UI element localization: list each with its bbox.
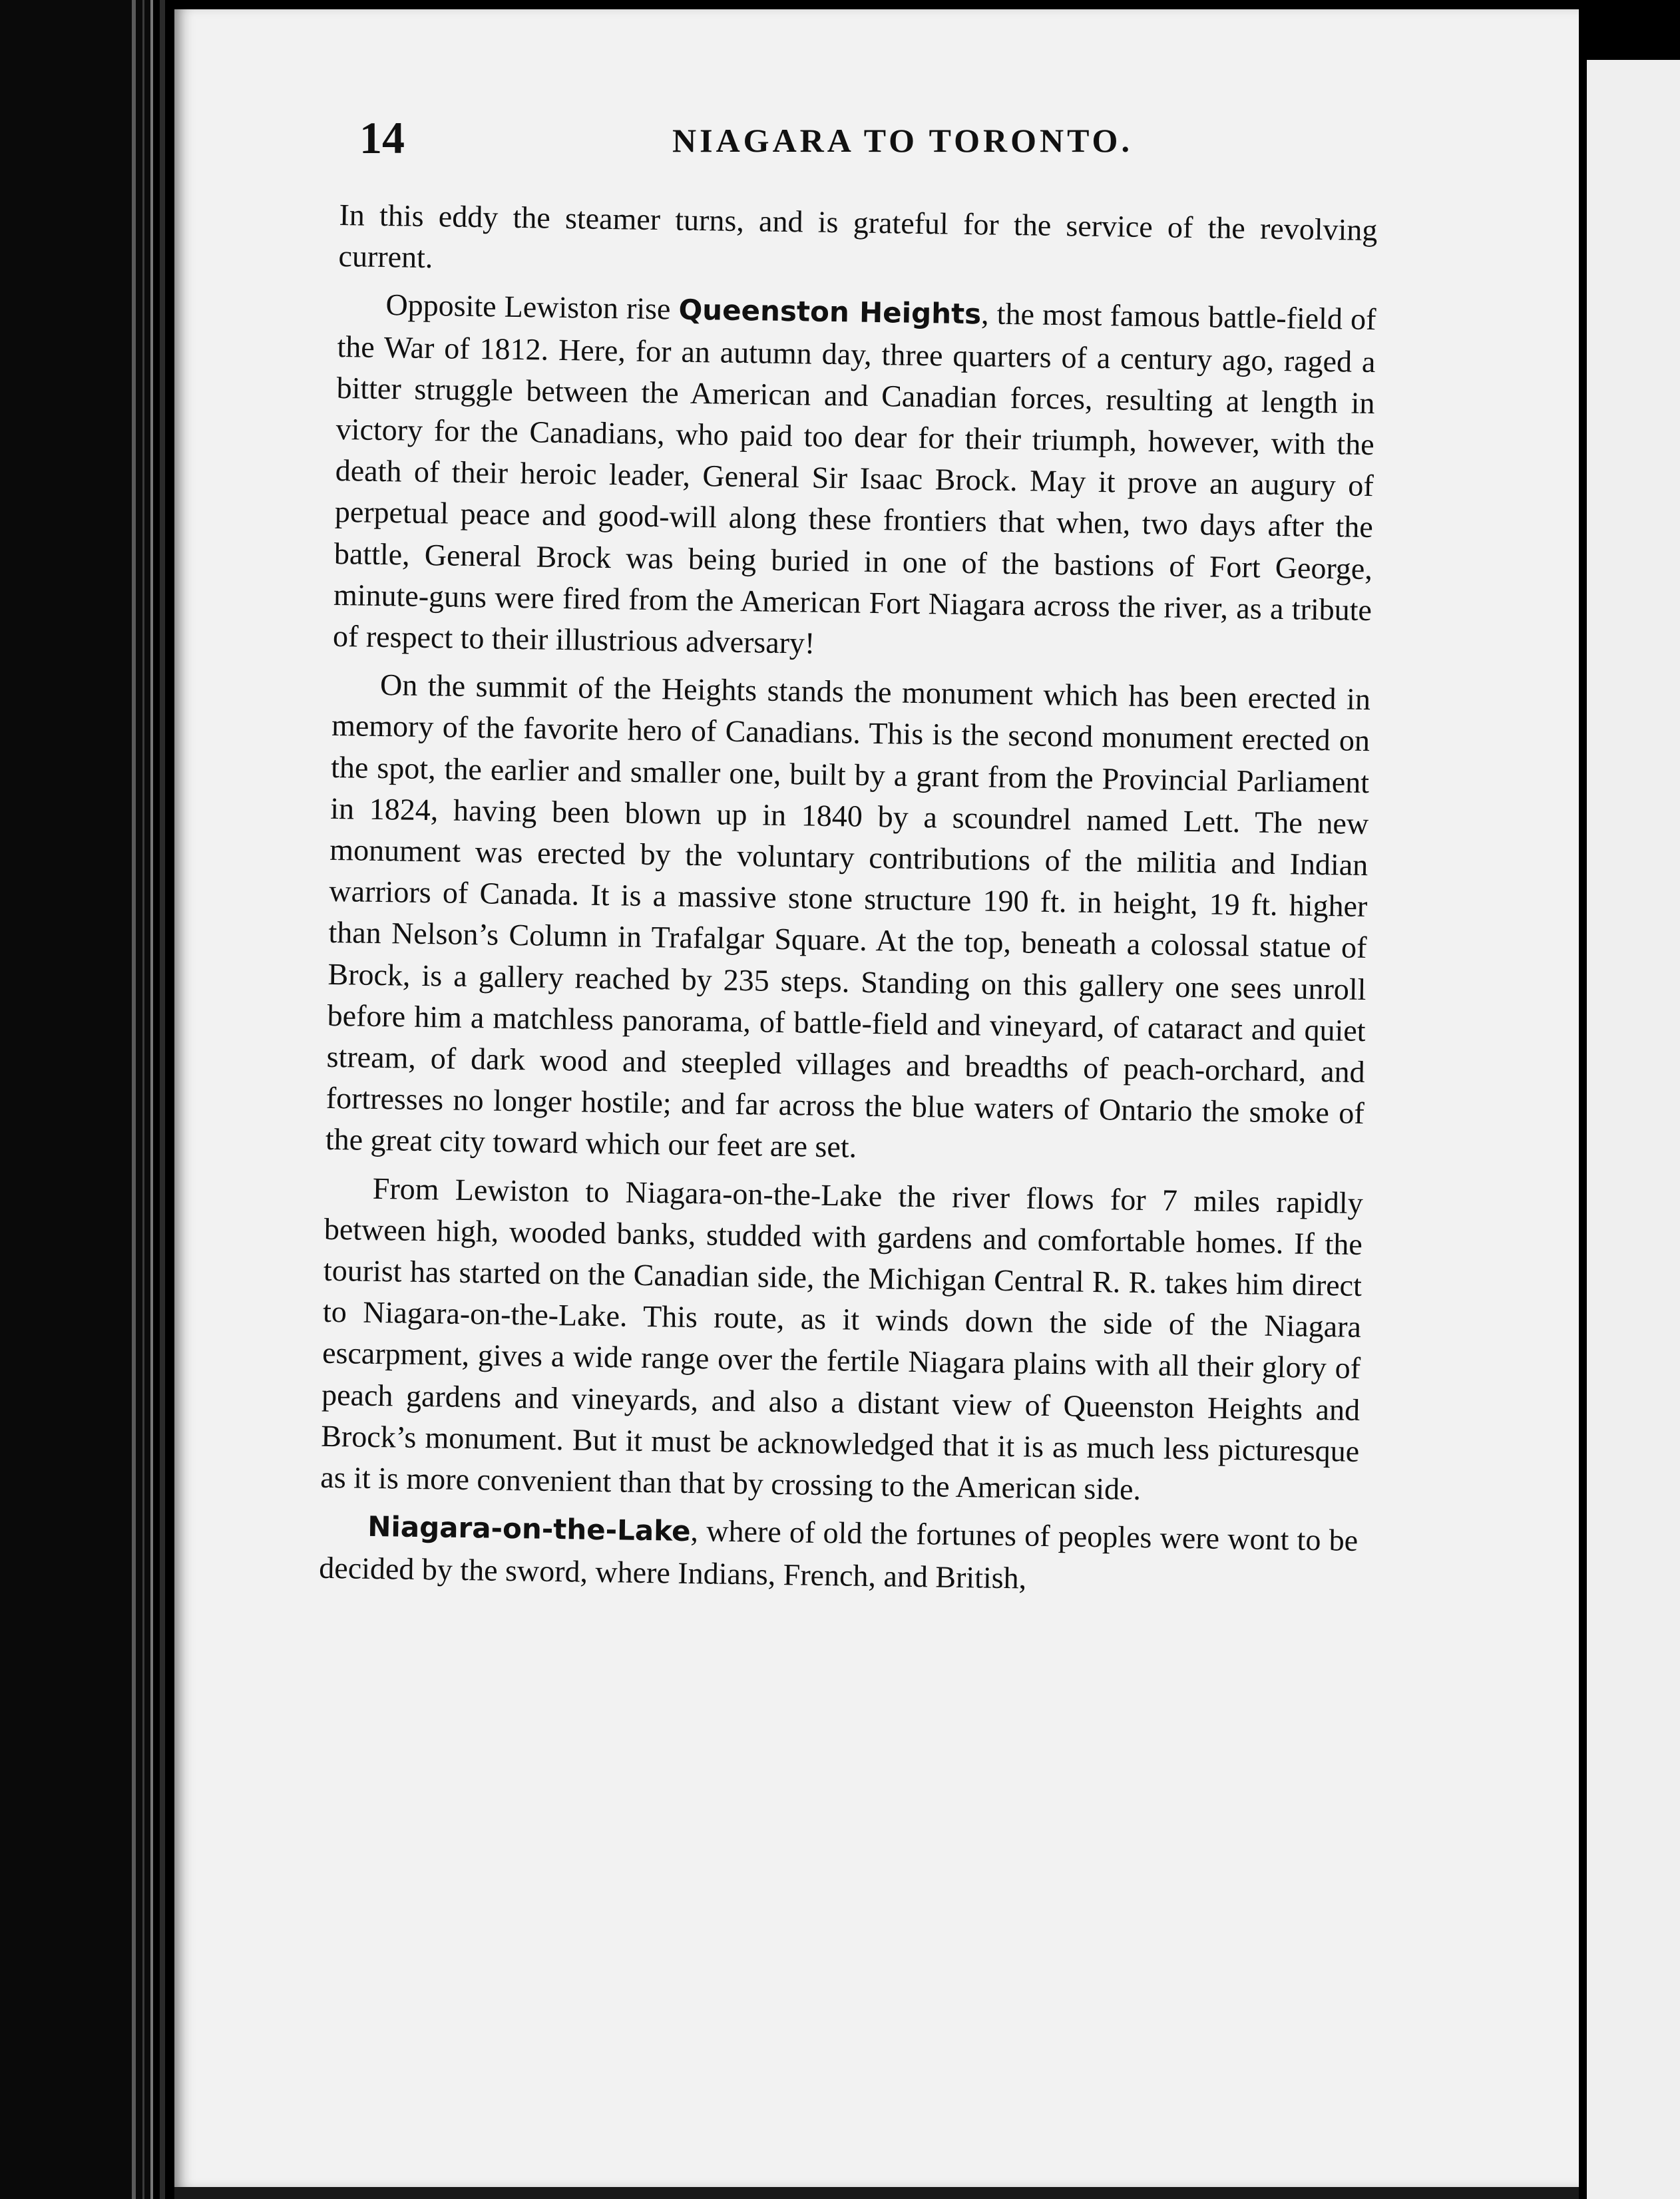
bold-term: Niagara-on-the-Lake (367, 1510, 691, 1548)
paragraph-text: Opposite Lewiston rise (385, 288, 679, 326)
binding-edge-line (142, 0, 144, 2199)
paragraph-text: , the most famous battle-field of the War of 1812. Here, for an autumn day, three quarters of a century ago, raged a bitter struggle between the American and Canadian forces, resulting at length in victory for the Canadians, who paid too dear for their triumph, however, with the death of their heroic leader, General Sir Isaac Brock. May it prove an augury of perpetual peace and good-will along these frontiers that when, two days after the battle, General Brock was being buried in one of the bastions of Fort George, minute-guns were fired from the American Fort Niagara across the river, as a tribute of respect to their illustrious adversary! (332, 296, 1376, 660)
paragraph-text: From Lewiston to Niagara-on-the-Lake the river flows for 7 miles rapidly between high, wooded banks, studded with gardens and comfortable homes. If the tourist has started on the Canadian side, the Michigan Central R. R. takes him direct to Niagara-on-the-Lake. This route, as it winds down the side of the Niagara escarpment, gives a wide range over the fertile Niagara plains with all their glory of peach gardens and vineyards, and also a distant view of Queenston Heights and Brock’s monument. But it must be acknowledged that it is as much less picturesque as it is more convenient than that by crossing to the American side. (320, 1171, 1364, 1507)
page-number: 14 (359, 112, 405, 163)
next-page-edge (1587, 60, 1680, 2199)
binding-edge-line (132, 0, 136, 2199)
paragraph (319, 1505, 1359, 1604)
page-bottom-edge (174, 2187, 1579, 2199)
binding-edge-line (150, 0, 153, 2199)
paragraph (325, 664, 1370, 1175)
paragraph (333, 284, 1376, 672)
body-text (319, 194, 1378, 1611)
binding-edge-line (160, 0, 165, 2199)
bold-term: Queenston Heights (678, 293, 982, 331)
running-title: NIAGARA TO TORONTO. (672, 122, 1133, 159)
paragraph (338, 194, 1378, 293)
book-binding (0, 0, 153, 2199)
paragraph-text: In this eddy the steamer turns, and is grateful for the service of the revolving current. (338, 197, 1378, 275)
paragraph (320, 1167, 1363, 1514)
paragraph-text: , where of old the fortunes of peoples were wont to be decided by the sword, where Indians, French, and British, (319, 1513, 1359, 1595)
paragraph-text: On the summit of the Heights stands the monument which has been erected in memory of the favorite hero of Canadians. This is the second monument erected on the spot, the earlier and smaller one, built by a grant from the Provincial Parliament in 1824, having been blown up in 1840 by a scoundrel named Lett. The new monument was erected by the voluntary contributions of the militia and Indian warriors of Canada. It is a massive stone structure 190 ft. in height, 19 ft. higher than Nelson’s Column in Trafalgar Square. At the top, beneath a colossal statue of Brock, is a gallery reached by 235 steps. Standing on this gallery one sees unroll before him a matchless panorama, of battle-field and vineyard, of cataract and quiet stream, of dark wood and steepled villages and breadths of peach-orchard, and fortresses no longer hostile; and far across the blue waters of Ontario the smoke of the great city toward which our feet are set. (325, 668, 1371, 1165)
page-header (359, 112, 1411, 172)
